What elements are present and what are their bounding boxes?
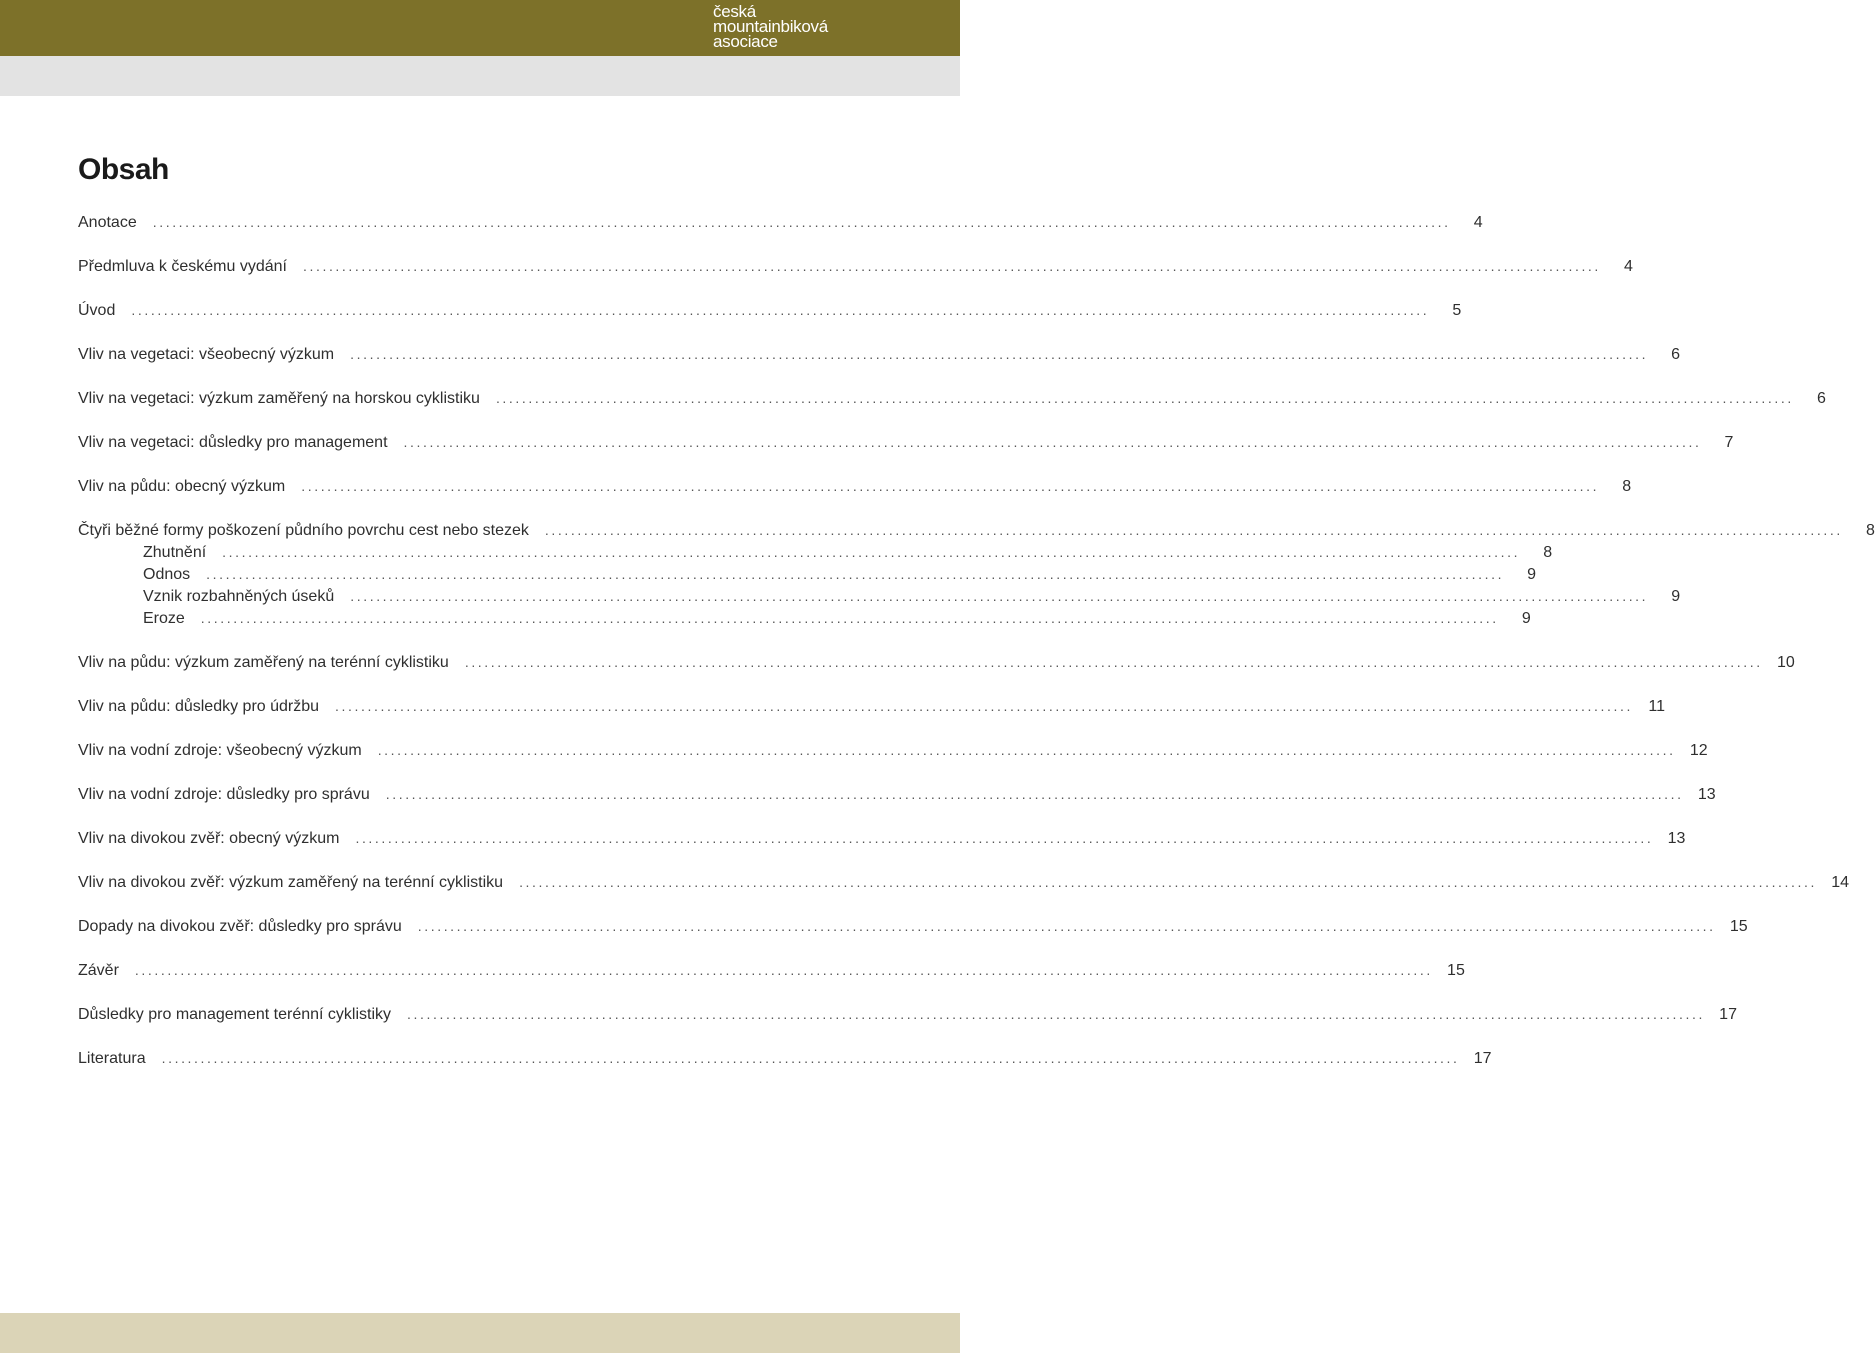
toc-leader-dots: ........................................................................................................................................................................................................ — [206, 566, 1505, 582]
toc-leader-dots: ........................................................................................................................................................................................................ — [222, 544, 1521, 560]
toc-page-number: 11 — [1648, 698, 1665, 715]
toc-entry[interactable] — [78, 736, 1708, 764]
toc-leader-dots: ........................................................................................................................................................................................................ — [495, 390, 1794, 406]
toc-page-number: 7 — [1724, 434, 1734, 451]
toc-leader-dots: ........................................................................................................................................................................................................ — [131, 302, 1430, 318]
toc-entry-label: Vliv na vegetaci: výzkum zaměřený na horskou cyklistiku — [78, 390, 480, 407]
logo-line: česká — [713, 2, 756, 21]
toc-entry[interactable] — [78, 208, 1483, 236]
toc-entry[interactable] — [78, 340, 1681, 368]
toc-leader-dots: ........................................................................................................................................................................................................ — [152, 214, 1451, 230]
toc-leader-dots: ........................................................................................................................................................................................................ — [464, 654, 1763, 670]
toc-page-number: 6 — [1816, 390, 1826, 407]
toc-entry-label: Vliv na vodní zdroje: všeobecný výzkum — [78, 742, 362, 759]
toc-entry-label: Vliv na divokou zvěř: obecný výzkum — [78, 830, 340, 847]
toc-page-number: 17 — [1473, 1050, 1492, 1067]
toc-leader-dots: ........................................................................................................................................................................................................ — [407, 1006, 1705, 1022]
toc-entry[interactable] — [78, 824, 1686, 852]
toc-page-number: 15 — [1729, 918, 1748, 935]
toc-page-number: 5 — [1452, 302, 1462, 319]
toc-entry-label: Literatura — [78, 1050, 146, 1067]
toc-page-number: 14 — [1831, 874, 1849, 891]
toc-page-number: 15 — [1447, 962, 1465, 979]
toc-page-number: 8 — [1543, 544, 1553, 561]
toc-leader-dots: ........................................................................................................................................................................................................ — [519, 874, 1817, 890]
toc-page-number: 8 — [1622, 478, 1632, 495]
toc-entry[interactable] — [78, 868, 1849, 896]
toc-entry[interactable] — [78, 648, 1795, 676]
toc-entry-label: Předmluva k českému vydání — [78, 258, 287, 275]
toc-leader-dots: ........................................................................................................................................................................................................ — [544, 522, 1843, 538]
toc-entry[interactable] — [78, 296, 1462, 324]
toc-leader-dots: ........................................................................................................................................................................................................ — [403, 434, 1702, 450]
toc-leader-dots: ........................................................................................................................................................................................................ — [377, 742, 1676, 758]
toc-entry-label: Úvod — [78, 302, 116, 319]
toc-page-number: 10 — [1776, 654, 1795, 671]
toc-page-number: 12 — [1689, 742, 1708, 759]
toc-leader-dots: ........................................................................................................................................................................................................ — [355, 830, 1654, 846]
toc-page-number: 4 — [1473, 214, 1483, 231]
toc-entry[interactable] — [78, 252, 1633, 280]
toc-entry-label: Vliv na půdu: výzkum zaměřený na terénní cyklistiku — [78, 654, 449, 671]
toc-page-number: 4 — [1624, 258, 1633, 275]
toc-leader-dots: ........................................................................................................................................................................................................ — [161, 1050, 1460, 1066]
toc-entry-label: Zhutnění — [143, 544, 207, 561]
toc-leader-dots: ........................................................................................................................................................................................................ — [301, 478, 1600, 494]
logo-line: mountainbiková — [713, 17, 828, 36]
toc-leader-dots: ........................................................................................................................................................................................................ — [134, 962, 1433, 978]
toc-entry[interactable] — [78, 1000, 1737, 1028]
toc-page-number: 9 — [1527, 566, 1537, 583]
toc-entry[interactable] — [78, 384, 1826, 412]
toc-page-number: 13 — [1667, 830, 1686, 847]
toc-entry-label: Dopady na divokou zvěř: důsledky pro správu — [78, 918, 402, 935]
toc-page-number: 6 — [1671, 346, 1681, 363]
toc-entry[interactable] — [78, 1044, 1492, 1072]
toc-entry-label: Eroze — [143, 610, 185, 627]
toc-entry-label: Odnos — [143, 566, 191, 583]
toc-leader-dots: ........................................................................................................................................................................................................ — [385, 786, 1684, 802]
toc-leader-dots: ........................................................................................................................................................................................................ — [302, 258, 1601, 274]
toc-leader-dots: ........................................................................................................................................................................................................ — [350, 588, 1649, 604]
toc-entry-label: Důsledky pro management terénní cyklistiky — [78, 1006, 392, 1023]
toc-page-number: 8 — [1865, 522, 1875, 539]
toc-leader-dots: ........................................................................................................................................................................................................ — [350, 346, 1649, 362]
toc-entry-label: Vznik rozbahněných úseků — [143, 588, 335, 605]
toc-page-number: 9 — [1671, 588, 1681, 605]
toc-entry[interactable] — [78, 692, 1665, 720]
page-title: Obsah — [78, 153, 169, 186]
toc-subentry[interactable] — [143, 604, 1531, 632]
toc-entry-label: Vliv na vegetaci: všeobecný výzkum — [78, 346, 335, 363]
toc-leader-dots: ........................................................................................................................................................................................................ — [200, 610, 1499, 626]
toc-entry[interactable] — [78, 956, 1465, 984]
toc-leader-dots: ........................................................................................................................................................................................................ — [417, 918, 1716, 934]
footer-bar — [0, 1313, 960, 1353]
header-band — [0, 56, 960, 96]
association-logo — [713, 4, 828, 49]
toc-entry-label: Závěr — [78, 962, 119, 979]
toc-entry-label: Anotace — [78, 214, 137, 231]
toc-entry[interactable] — [78, 912, 1748, 940]
toc-entry-label: Vliv na vodní zdroje: důsledky pro správu — [78, 786, 370, 803]
logo-line: asociace — [713, 32, 778, 51]
toc-entry-label: Vliv na půdu: důsledky pro údržbu — [78, 698, 320, 715]
toc-entry[interactable] — [78, 428, 1734, 456]
toc-page-number: 13 — [1697, 786, 1716, 803]
toc-entry-label: Vliv na vegetaci: důsledky pro management — [78, 434, 388, 451]
toc-page-number: 9 — [1521, 610, 1531, 627]
header-bar — [0, 0, 960, 56]
toc-entry-label: Čtyři běžné formy poškození půdního povrchu cest nebo stezek — [78, 522, 529, 539]
toc-entry[interactable] — [78, 472, 1632, 500]
toc-leader-dots: ........................................................................................................................................................................................................ — [335, 698, 1633, 714]
toc-entry[interactable] — [78, 780, 1716, 808]
toc-entry-label: Vliv na půdu: obecný výzkum — [78, 478, 286, 495]
toc-page-number: 17 — [1719, 1006, 1737, 1023]
toc-entry-label: Vliv na divokou zvěř: výzkum zaměřený na terénní cyklistiku — [78, 874, 504, 891]
